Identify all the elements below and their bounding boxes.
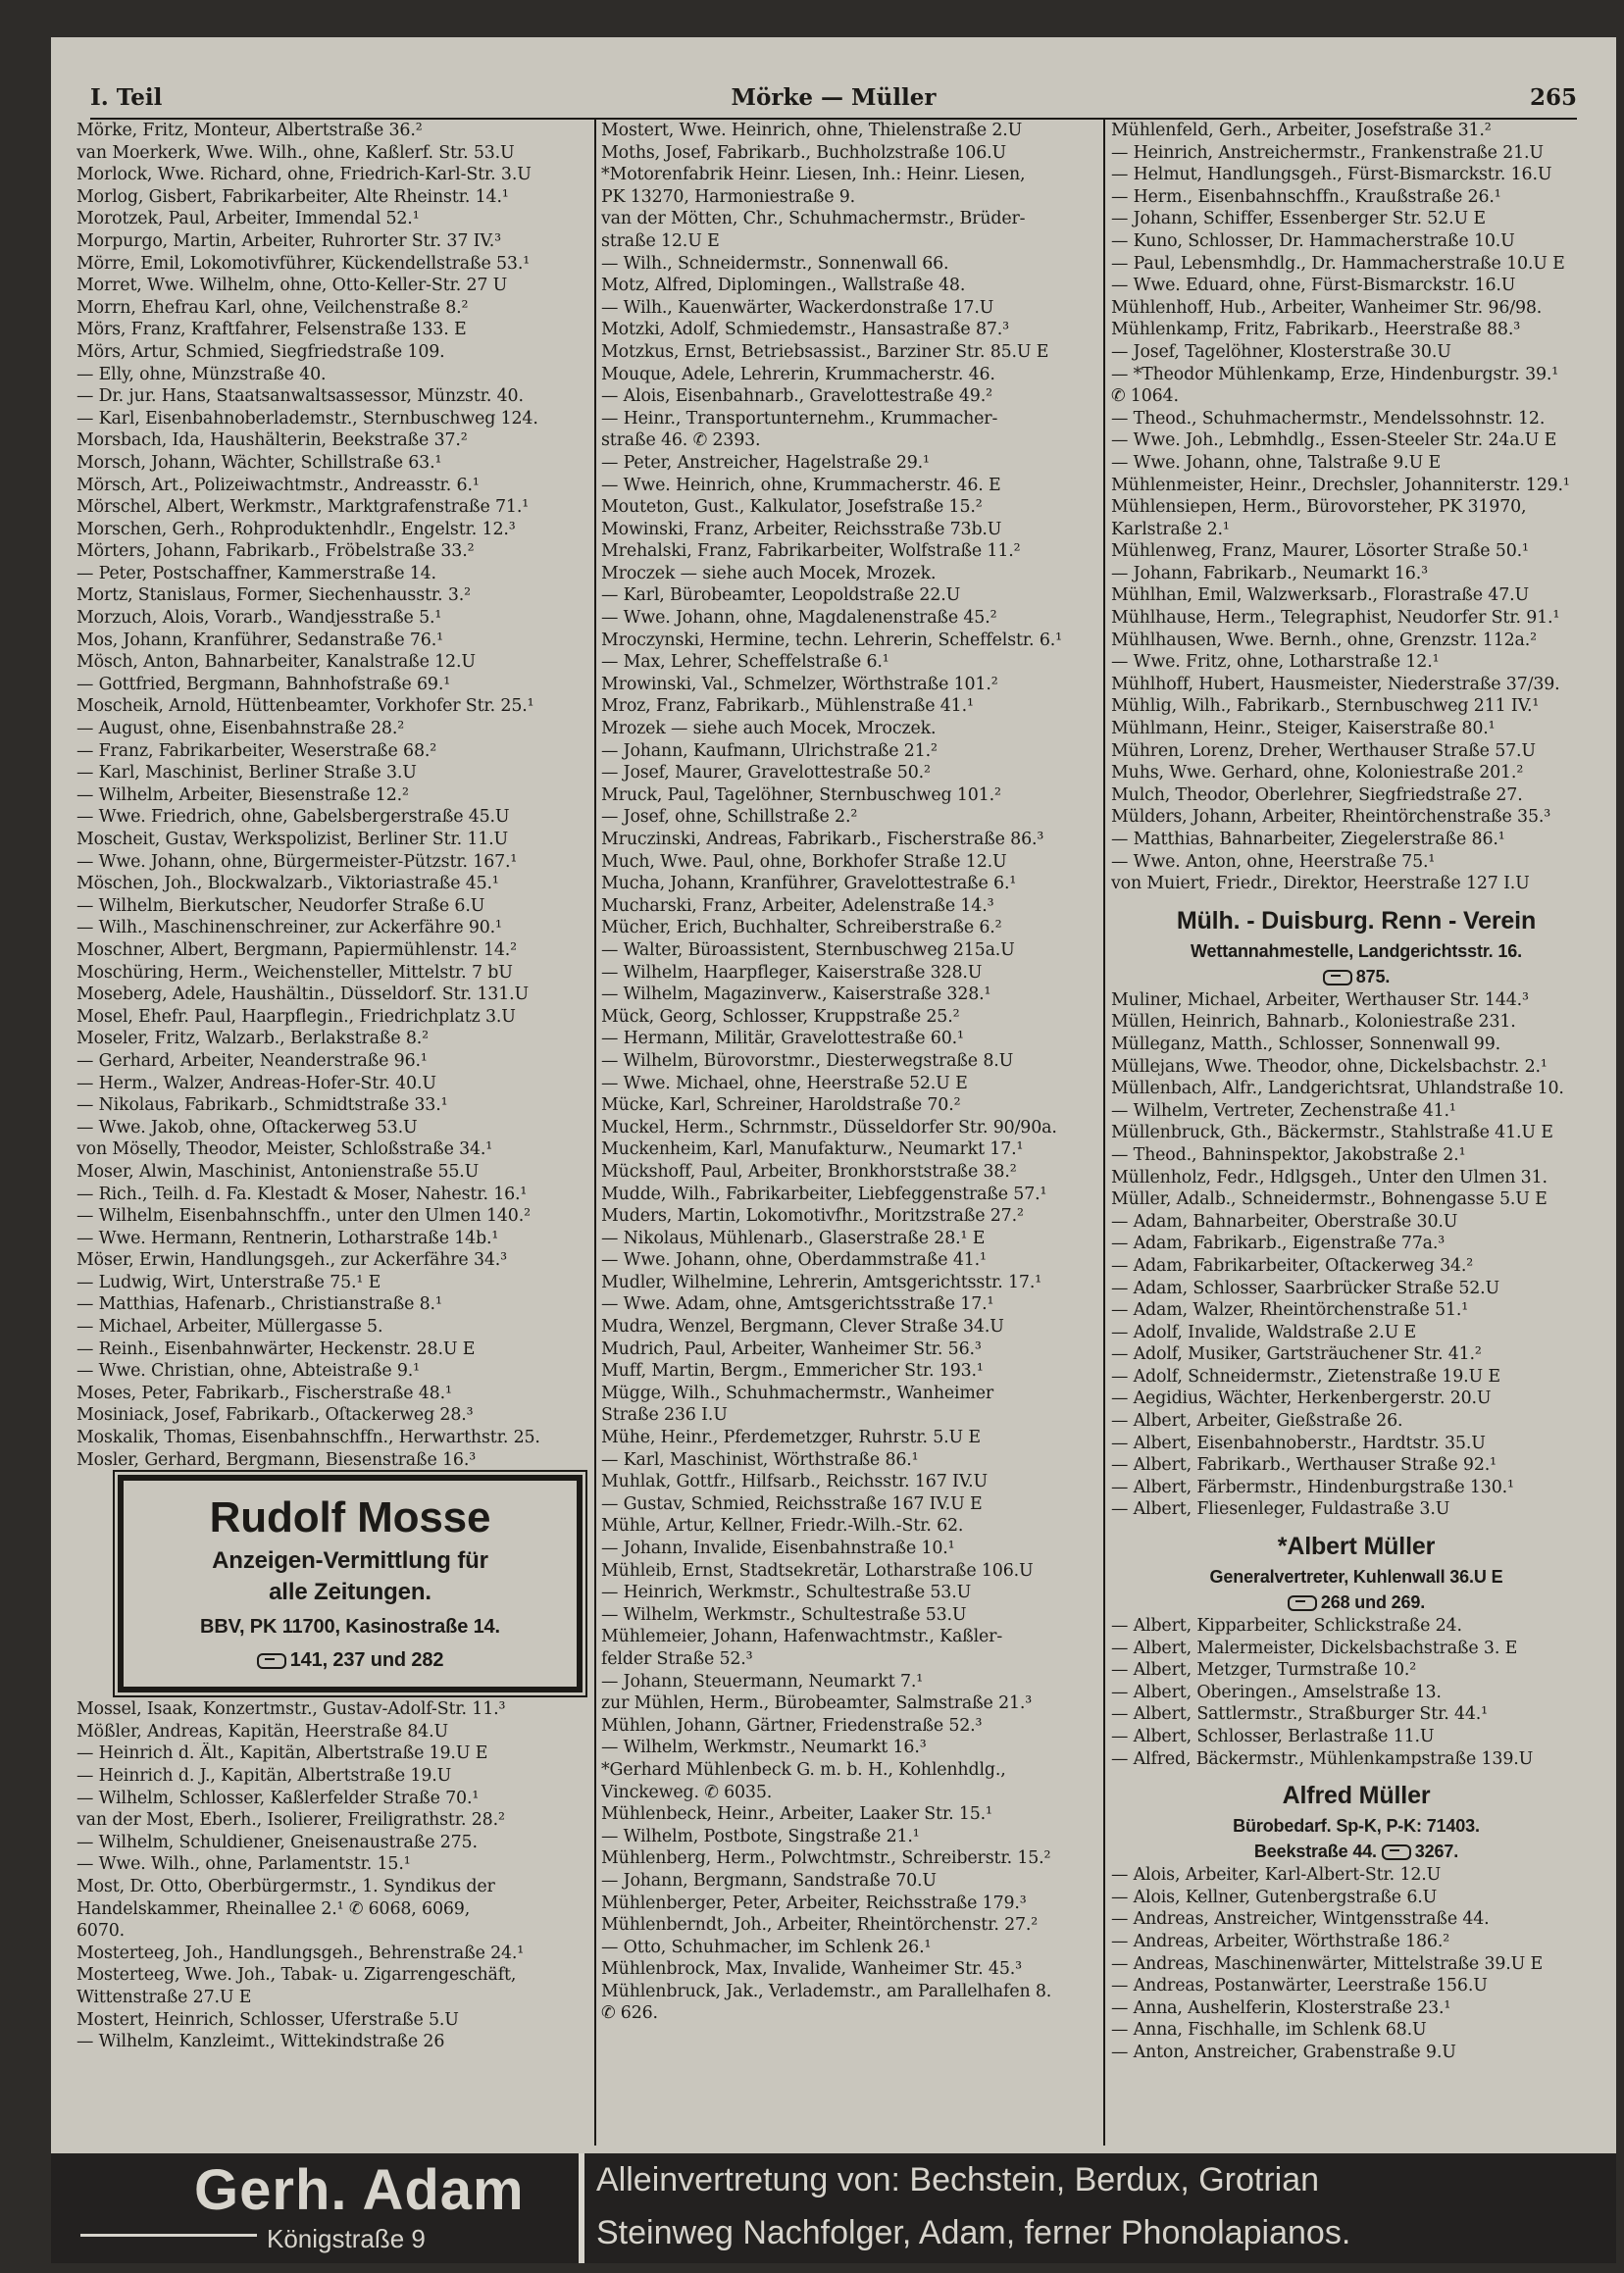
directory-entry: Mühlig, Wilh., Fabrikarb., Sternbuschweg 211 IV.¹ bbox=[1111, 696, 1540, 717]
directory-entry: — Karl, Maschinist, Berliner Straße 3.U bbox=[76, 763, 417, 783]
directory-entry: Mühren, Lorenz, Dreher, Werthauser Straße 57.U bbox=[1111, 740, 1536, 761]
directory-entry: — Heinr., Transportunternehm., Krummacher- bbox=[601, 408, 998, 429]
directory-entry: Mosiniack, Josef, Fabrikarb., Oſtackerweg 28.³ bbox=[76, 1405, 474, 1426]
directory-entry: — Adam, Bahnarbeiter, Oberstraße 30.U bbox=[1111, 1211, 1458, 1232]
column-middle bbox=[601, 120, 1097, 2146]
alfred-mueller-ad bbox=[1111, 1778, 1601, 1864]
directory-entry: Mücke, Karl, Schreiner, Haroldstraße 70.² bbox=[601, 1095, 961, 1116]
directory-entry: — Helmut, Handlungsgeh., Fürst-Bismarckstr. 16.U bbox=[1111, 165, 1552, 185]
directory-entry: — Josef, Maurer, Gravelottestraße 50.² bbox=[601, 763, 931, 783]
ad-address: BBV, PK 11700, Kasinostraße 14. bbox=[200, 1616, 500, 1639]
directory-entry: Mörs, Franz, Kraftfahrer, Felsenstraße 133. E bbox=[76, 320, 467, 340]
directory-entry: — Adam, Schlosser, Saarbrücker Straße 52.U bbox=[1111, 1278, 1500, 1298]
directory-entry: — Gottfried, Bergmann, Bahnhofstraße 69.¹ bbox=[76, 674, 451, 694]
directory-entry: — Wwe. Michael, ohne, Heerstraße 52.U E bbox=[601, 1073, 968, 1093]
directory-entry: Mühlhan, Emil, Walzwerksarb., Florastraße 47.U bbox=[1111, 585, 1529, 606]
directory-entry: Mulch, Theodor, Oberlehrer, Siegfriedstraße 27. bbox=[1111, 784, 1523, 805]
directory-entry: Handelskammer, Rheinallee 2.¹ ✆ 6068, 6069, bbox=[76, 1898, 471, 1919]
directory-entry: felder Straße 52.³ bbox=[601, 1648, 753, 1669]
directory-entry: — Wwe. Jakob, ohne, Oſtackerweg 53.U bbox=[76, 1117, 418, 1137]
ad-phone-line bbox=[1111, 1590, 1601, 1615]
ad-address: Beekstraße 44. bbox=[1253, 1842, 1377, 1862]
directory-entry: — Wwe. Anton, ohne, Heerstraße 75.¹ bbox=[1111, 851, 1436, 872]
directory-entry: — Wilhelm, Haarpfleger, Kaiserstraße 328.U bbox=[601, 962, 983, 983]
directory-entry: — Franz, Fabrikarbeiter, Weserstraße 68.² bbox=[76, 740, 437, 761]
directory-entry: — Alois, Arbeiter, Karl-Albert-Str. 12.U bbox=[1111, 1865, 1442, 1886]
directory-entry: Most, Dr. Otto, Oberbürgermstr., 1. Syndikus der bbox=[76, 1876, 495, 1896]
directory-entry: — Wilhelm, Postbote, Singstraße 21.¹ bbox=[601, 1826, 920, 1846]
directory-entry: — Albert, Färbermstr., Hindenburgstraße 130.¹ bbox=[1111, 1477, 1514, 1497]
banner-divider bbox=[579, 2153, 584, 2263]
directory-entry: Morpurgo, Martin, Arbeiter, Ruhrorter Str. 37 IV.³ bbox=[76, 230, 501, 251]
directory-entry: — August, ohne, Eisenbahnstraße 28.² bbox=[76, 719, 405, 739]
directory-entry: — Nikolaus, Fabrikarb., Schmidtstraße 33.¹ bbox=[76, 1095, 448, 1116]
directory-entry: 6070. bbox=[76, 1921, 126, 1942]
directory-entry: — Wilhelm, Schlosser, Kaßlerfelder Straße 70.¹ bbox=[76, 1788, 480, 1808]
ad-subtitle: Generalvertreter, Kuhlenwall 36.U E bbox=[1209, 1567, 1503, 1588]
directory-entry: — Herm., Walzer, Andreas-Hofer-Str. 40.U bbox=[76, 1073, 436, 1093]
directory-entry: — Otto, Schuhmacher, im Schlenk 26.¹ bbox=[601, 1937, 932, 1957]
directory-entry: — Peter, Anstreicher, Hagelstraße 29.¹ bbox=[601, 452, 930, 473]
directory-entry: Mosterteeg, Joh., Handlungsgeh., Behrenstraße 24.¹ bbox=[76, 1943, 525, 1963]
ad-title: Alfred Müller bbox=[1282, 1782, 1431, 1810]
directory-page bbox=[51, 37, 1616, 2263]
column-divider bbox=[1103, 120, 1105, 2146]
directory-entry: Vinckeweg. ✆ 6035. bbox=[601, 1782, 773, 1802]
directory-entry: Muliner, Michael, Arbeiter, Werthauser Str. 144.³ bbox=[1111, 989, 1529, 1010]
directory-entry: — Andreas, Postanwärter, Leerstraße 156.U bbox=[1111, 1976, 1488, 1996]
directory-entry: — Wwe. Adam, ohne, Amtsgerichtsstraße 17.¹ bbox=[601, 1294, 994, 1315]
ad-subtitle: Bürobedarf. Sp-K, P-K: 71403. bbox=[1233, 1816, 1480, 1837]
directory-entry: Mruck, Paul, Tagelöhner, Sternbuschweg 101.² bbox=[601, 784, 1001, 805]
directory-entry: Mudra, Wenzel, Bergmann, Clever Straße 34.U bbox=[601, 1317, 1004, 1338]
directory-entry: — Wilhelm, Bierkutscher, Neudorfer Straße 6.U bbox=[76, 895, 485, 916]
directory-entry: Mühlenbeck, Heinr., Arbeiter, Laaker Str. 15.¹ bbox=[601, 1804, 992, 1825]
directory-entry: — Albert, Fliesenleger, Fuldastraße 3.U bbox=[1111, 1499, 1450, 1520]
directory-entry: — Johann, Invalide, Eisenbahnstraße 10.¹ bbox=[601, 1539, 955, 1558]
directory-entry: — Anton, Anstreicher, Grabenstraße 9.U bbox=[1111, 2042, 1456, 2062]
directory-entry: — Anna, Aushelferin, Klosterstraße 23.¹ bbox=[1111, 1997, 1451, 2018]
directory-entry: Mroczek — siehe auch Mocek, Mrozek. bbox=[601, 563, 937, 583]
directory-entry: — Nikolaus, Mühlenarb., Glaserstraße 28.¹ E bbox=[601, 1228, 986, 1248]
directory-entry: — Peter, Postschaffner, Kammerstraße 14. bbox=[76, 563, 436, 583]
directory-entry: van der Mötten, Chr., Schuhmachermstr., Brüder- bbox=[601, 209, 1026, 229]
directory-entry: — Rich., Teilh. d. Fa. Klestadt & Moser, Nahestr. 16.¹ bbox=[76, 1184, 528, 1204]
directory-entry: Mühe, Heinr., Pferdemetzger, Ruhrstr. 5.U E bbox=[601, 1428, 981, 1448]
directory-entry: Mühlenweg, Franz, Maurer, Lösorter Straße 50.¹ bbox=[1111, 541, 1529, 562]
directory-entry: — Albert, Oberingen., Amselstraße 13. bbox=[1111, 1682, 1442, 1702]
directory-entry: Morret, Wwe. Wilhelm, ohne, Otto-Keller-Str. 27 U bbox=[76, 276, 508, 296]
directory-entry: Mouteton, Gust., Kalkulator, Josefstraße 15.² bbox=[601, 497, 983, 518]
directory-entry: Mörsch, Art., Polizeiwachtmstr., Andreasstr. 6.¹ bbox=[76, 475, 480, 495]
entry-list bbox=[76, 120, 590, 1471]
entry-list bbox=[601, 120, 1097, 2025]
entry-list bbox=[76, 1698, 590, 1943]
directory-entry: straße 12.U E bbox=[601, 230, 720, 251]
directory-entry: Mouque, Adele, Lehrerin, Krummacherstr. 46. bbox=[601, 364, 995, 384]
directory-entry: Mosterteeg, Wwe. Joh., Tabak- u. Zigarrengeschäft, bbox=[76, 1965, 517, 1986]
directory-entry: — Theod., Schuhmachermstr., Mendelssohnstr. 12. bbox=[1111, 408, 1546, 429]
directory-entry: Moses, Peter, Fabrikarb., Fischerstraße 48.¹ bbox=[76, 1383, 452, 1403]
entry-list bbox=[1111, 1864, 1601, 2063]
directory-entry: Mühlenmeister, Heinr., Drechsler, Johanniterstr. 129.¹ bbox=[1111, 475, 1570, 495]
directory-entry: Mrehalski, Franz, Fabrikarbeiter, Wolfstraße 11.² bbox=[601, 541, 1021, 562]
directory-entry: — Wilhelm, Kanzleimt., Wittekindstraße 26 bbox=[76, 2032, 445, 2052]
directory-entry: Moschner, Albert, Bergmann, Papiermühlenstr. 14.² bbox=[76, 939, 518, 960]
directory-entry: Mühleib, Ernst, Stadtsekretär, Lotharstraße 106.U bbox=[601, 1560, 1034, 1581]
directory-entry: Morlock, Wwe. Richard, ohne, Friedrich-Karl-Str. 3.U bbox=[76, 165, 532, 185]
directory-entry: Mösch, Anton, Bahnarbeiter, Kanalstraße 12.U bbox=[76, 652, 476, 673]
directory-entry: — Josef, Tagelöhner, Klosterstraße 30.U bbox=[1111, 341, 1451, 362]
directory-entry: Moser, Alwin, Maschinist, Antonienstraße 55.U bbox=[76, 1161, 480, 1182]
directory-entry: Morzuch, Alois, Vorarb., Wandjesstraße 5.¹ bbox=[76, 608, 442, 629]
directory-entry: — Johann, Schiffer, Essenberger Str. 52.U E bbox=[1111, 209, 1486, 229]
directory-entry: — Wwe. Fritz, ohne, Lotharstraße 12.¹ bbox=[1111, 652, 1440, 673]
banner-text-line: Alleinvertretung von: Bechstein, Berdux, Grotrian bbox=[596, 2161, 1320, 2198]
directory-entry: Morrn, Ehefrau Karl, ohne, Veilchenstraße 8.² bbox=[76, 297, 469, 318]
directory-entry: Mühlenbruck, Jak., Verlademstr., am Parallelhafen 8. bbox=[601, 1981, 1052, 2001]
directory-entry: Mörschel, Albert, Werkmstr., Marktgrafenstraße 71.¹ bbox=[76, 497, 530, 518]
directory-entry: — Max, Lehrer, Scheffelstraße 6.¹ bbox=[601, 652, 889, 673]
directory-entry: — Wilh., Kauenwärter, Wackerdonstraße 17.U bbox=[601, 297, 994, 318]
directory-entry: — Adam, Fabrikarb., Eigenstraße 77a.³ bbox=[1111, 1234, 1446, 1254]
directory-entry: — Albert, Malermeister, Dickelsbachstraße 3. E bbox=[1111, 1638, 1518, 1658]
directory-entry: — Wwe. Christian, ohne, Abteistraße 9.¹ bbox=[76, 1361, 421, 1382]
directory-entry: — Walter, Büroassistent, Sternbuschweg 215a.U bbox=[601, 939, 1015, 960]
directory-entry: — Albert, Metzger, Turmstraße 10.² bbox=[1111, 1660, 1417, 1681]
directory-entry: Morsbach, Ida, Haushälterin, Beekstraße 37.² bbox=[76, 430, 468, 451]
ad-title: *Albert Müller bbox=[1277, 1533, 1436, 1561]
banner-company-name: Gerh. Adam bbox=[194, 2158, 525, 2222]
directory-entry: van der Most, Eberh., Isolierer, Freiligrathstr. 28.² bbox=[76, 1810, 505, 1831]
albert-mueller-ad bbox=[1111, 1529, 1601, 1615]
directory-entry: — Wwe. Wilh., ohne, Parlamentstr. 15.¹ bbox=[76, 1854, 411, 1875]
telephone-icon bbox=[257, 1653, 286, 1669]
directory-entry: Straße 236 I.U bbox=[601, 1405, 728, 1426]
directory-entry: Motz, Alfred, Diplomingen., Wallstraße 48. bbox=[601, 276, 966, 296]
renn-verein-ad bbox=[1111, 903, 1601, 989]
directory-entry: Muckenheim, Karl, Manufakturw., Neumarkt 17.¹ bbox=[601, 1139, 1024, 1160]
entry-list bbox=[1111, 1615, 1601, 1770]
directory-entry: — Johann, Steuermann, Neumarkt 7.¹ bbox=[601, 1671, 924, 1692]
directory-entry: Mrowinski, Val., Schmelzer, Wörthstraße 101.² bbox=[601, 674, 998, 694]
directory-entry: Mostert, Wwe. Heinrich, ohne, Thielenstraße 2.U bbox=[601, 121, 1023, 140]
directory-entry: Mortz, Stanislaus, Former, Siechenhausstr. 3.² bbox=[76, 585, 471, 606]
banner-decoration bbox=[80, 2234, 257, 2237]
directory-entry: Mrozek — siehe auch Mocek, Mroczek. bbox=[601, 719, 937, 739]
directory-entry: Müllen, Heinrich, Bahnarb., Koloniestraße 231. bbox=[1111, 1012, 1516, 1033]
directory-entry: Mruczinski, Andreas, Fabrikarb., Fischerstraße 86.³ bbox=[601, 830, 1044, 849]
directory-entry: *Motorenfabrik Heinr. Liesen, Inh.: Heinr. Liesen, bbox=[601, 165, 1026, 185]
directory-entry: — Alois, Kellner, Gutenbergstraße 6.U bbox=[1111, 1887, 1438, 1907]
directory-entry: Mülders, Johann, Arbeiter, Rheintörchenstraße 35.³ bbox=[1111, 807, 1551, 828]
directory-entry: — Adolf, Invalide, Waldstraße 2.U E bbox=[1111, 1322, 1417, 1342]
column-divider bbox=[594, 120, 596, 2146]
directory-entry: Muckel, Herm., Schrnmstr., Düsseldorfer Str. 90/90a. bbox=[601, 1117, 1057, 1137]
directory-entry: Mos, Johann, Kranführer, Sedanstraße 76.¹ bbox=[76, 630, 443, 650]
directory-entry: Mossel, Isaak, Konzertmstr., Gustav-Adolf-Str. 11.³ bbox=[76, 1699, 506, 1720]
directory-entry: Moschüring, Herm., Weichensteller, Mittelstr. 7 bU bbox=[76, 962, 513, 983]
directory-entry: — Wilhelm, Bürovorstmr., Diesterwegstraße 8.U bbox=[601, 1050, 1014, 1071]
directory-entry: — Adam, Fabrikarbeiter, Oſtackerweg 34.² bbox=[1111, 1255, 1474, 1276]
directory-entry: Muff, Martin, Bergm., Emmericher Str. 193.¹ bbox=[601, 1361, 984, 1382]
directory-entry: Morschen, Gerh., Rohproduktenhdlr., Engelstr. 12.³ bbox=[76, 519, 516, 539]
directory-entry: — Wwe. Heinrich, ohne, Krummacherstr. 46. E bbox=[601, 475, 1001, 495]
directory-entry: — Wwe. Eduard, ohne, Fürst-Bismarckstr. 16.U bbox=[1111, 276, 1516, 296]
column-left bbox=[76, 120, 590, 2146]
directory-entry: — Wilh., Maschinenschreiner, zur Ackerfähre 90.¹ bbox=[76, 918, 502, 938]
directory-entry: — Wwe. Johann, ohne, Oberdammstraße 41.¹ bbox=[601, 1250, 987, 1271]
directory-entry: — Karl, Eisenbahnoberlademstr., Sternbuschweg 124. bbox=[76, 408, 538, 429]
directory-entry: — Reinh., Eisenbahnwärter, Heckenstr. 28.U E bbox=[76, 1339, 476, 1359]
directory-entry: — Wilh., Schneidermstr., Sonnenwall 66. bbox=[601, 253, 949, 274]
directory-entry: Mühlenberndt, Joh., Arbeiter, Rheintörchenstr. 27.² bbox=[601, 1915, 1039, 1936]
directory-entry: Moskalik, Thomas, Eisenbahnschffn., Herwarthstr. 25. bbox=[76, 1428, 540, 1448]
ad-phones: 141, 237 und 282 bbox=[289, 1649, 444, 1672]
page-number: 265 bbox=[1529, 84, 1577, 111]
directory-entry: straße 46. ✆ 2393. bbox=[601, 430, 761, 451]
directory-entry: — Wilhelm, Werkmstr., Schultestraße 53.U bbox=[601, 1604, 967, 1625]
ad-phone-line bbox=[124, 1645, 577, 1675]
directory-entry: — Alois, Eisenbahnarb., Gravelottestraße 49.² bbox=[601, 386, 992, 407]
directory-entry: Müllenbach, Alfr., Landgerichtsrat, Uhlandstraße 10. bbox=[1111, 1079, 1564, 1099]
directory-entry: — Matthias, Bahnarbeiter, Ziegelerstraße 86.¹ bbox=[1111, 830, 1505, 849]
ad-phone: 875. bbox=[1355, 966, 1391, 986]
directory-entry: — Karl, Bürobeamter, Leopoldstraße 22.U bbox=[601, 585, 961, 606]
directory-entry: — Andreas, Maschinenwärter, Mittelstraße 39.U E bbox=[1111, 1953, 1544, 1974]
directory-entry: Mößler, Andreas, Kapitän, Heerstraße 84.U bbox=[76, 1721, 448, 1742]
page-range-title: Mörke — Müller bbox=[731, 84, 937, 111]
directory-entry: Wittenstraße 27.U E bbox=[76, 1987, 252, 2007]
directory-entry: — Albert, Sattlermstr., Straßburger Str. 44.¹ bbox=[1111, 1704, 1488, 1725]
directory-entry: Mörke, Fritz, Monteur, Albertstraße 36.² bbox=[76, 121, 423, 140]
directory-entry: — Wilhelm, Eisenbahnschffn., unter den Ulmen 140.² bbox=[76, 1206, 531, 1227]
directory-entry: — Heinrich, Anstreichermstr., Frankenstraße 21.U bbox=[1111, 142, 1544, 163]
directory-entry: — Andreas, Arbeiter, Wörthstraße 186.² bbox=[1111, 1931, 1450, 1951]
directory-entry: ✆ 1064. bbox=[1111, 386, 1179, 407]
telephone-icon bbox=[1382, 1844, 1411, 1860]
directory-entry: Muhs, Wwe. Gerhard, ohne, Koloniestraße 201.² bbox=[1111, 763, 1524, 783]
directory-entry: Mosler, Gerhard, Bergmann, Biesenstraße 16.³ bbox=[76, 1449, 477, 1470]
directory-entry: — Wilhelm, Arbeiter, Biesenstraße 12.² bbox=[76, 784, 409, 805]
directory-entry: Mühlhausen, Wwe. Bernh., ohne, Grenzstr. 112a.² bbox=[1111, 630, 1537, 650]
directory-entry: — Albert, Schlosser, Berlastraße 11.U bbox=[1111, 1727, 1435, 1746]
directory-entry: Mück, Georg, Schlosser, Kruppstraße 25.² bbox=[601, 1006, 960, 1027]
directory-entry: — Kuno, Schlosser, Dr. Hammacherstraße 10.U bbox=[1111, 230, 1515, 251]
directory-entry: — Wwe. Joh., Lebmhdlg., Essen-Steeler Str. 24a.U E bbox=[1111, 430, 1557, 451]
directory-entry: — Wwe. Friedrich, ohne, Gabelsbergerstraße 45.U bbox=[76, 807, 510, 828]
ad-subtitle: Anzeigen-Vermittlung für bbox=[212, 1547, 488, 1575]
directory-entry: Mücher, Erich, Buchhalter, Schreiberstraße 6.² bbox=[601, 918, 1002, 938]
directory-entry: van Moerkerk, Wwe. Wilh., ohne, Kaßlerf. Str. 53.U bbox=[76, 142, 515, 163]
directory-entry: — Gustav, Schmied, Reichsstraße 167 IV.U E bbox=[601, 1493, 983, 1514]
directory-entry: — Johann, Fabrikarb., Neumarkt 16.³ bbox=[1111, 563, 1428, 583]
directory-entry: Müllenbruck, Gth., Bäckermstr., Stahlstraße 41.U E bbox=[1111, 1123, 1553, 1143]
directory-entry: PK 13270, Harmoniestraße 9. bbox=[601, 186, 856, 207]
directory-entry: Mühle, Artur, Kellner, Friedr.-Wilh.-Str. 62. bbox=[601, 1516, 964, 1537]
directory-entry: Mühlhoff, Hubert, Hausmeister, Niederstraße 37/39. bbox=[1111, 674, 1560, 694]
directory-entry: Motzki, Adolf, Schmiedemstr., Hansastraße 87.³ bbox=[601, 320, 1009, 340]
directory-entry: Mühlmann, Heinr., Steiger, Kaiserstraße 80.¹ bbox=[1111, 719, 1496, 739]
directory-entry: — Heinrich, Werkmstr., Schultestraße 53.U bbox=[601, 1583, 972, 1603]
directory-entry: Müller, Adalb., Schneidermstr., Bohnengasse 5.U E bbox=[1111, 1189, 1548, 1210]
ad-address-line bbox=[1111, 1839, 1601, 1864]
directory-entry: Möschen, Joh., Blockwalzarb., Viktoriastraße 45.¹ bbox=[76, 874, 499, 894]
telephone-icon bbox=[1288, 1595, 1317, 1611]
directory-entry: — Herm., Eisenbahnschffn., Kraußstraße 26.¹ bbox=[1111, 186, 1501, 207]
directory-entry: — Josef, ohne, Schillstraße 2.² bbox=[601, 807, 858, 828]
directory-entry: — Wilhelm, Schuldiener, Gneisenaustraße 275. bbox=[76, 1832, 478, 1852]
directory-entry: — Theod., Bahninspektor, Jakobstraße 2.¹ bbox=[1111, 1144, 1466, 1165]
directory-entry: Mosel, Ehefr. Paul, Haarpflegin., Friedrichplatz 3.U bbox=[76, 1006, 516, 1027]
directory-entry: Mügge, Wilh., Schuhmachermstr., Wanheimer bbox=[601, 1383, 994, 1403]
directory-entry: — Johann, Bergmann, Sandstraße 70.U bbox=[601, 1870, 937, 1891]
directory-entry: — Ludwig, Wirt, Unterstraße 75.¹ E bbox=[76, 1272, 381, 1292]
directory-entry: Mühlensiepen, Herm., Bürovorsteher, PK 31970, bbox=[1111, 497, 1527, 518]
directory-entry: — Adolf, Musiker, Gartsträuchener Str. 41.² bbox=[1111, 1344, 1482, 1365]
ad-title: Rudolf Mosse bbox=[209, 1493, 491, 1542]
directory-entry: Mühlenhoff, Hub., Arbeiter, Wanheimer Str. 96/98. bbox=[1111, 297, 1543, 318]
banner-address: Königstraße 9 bbox=[267, 2224, 426, 2253]
directory-entry: Muders, Martin, Lokomotivfhr., Moritzstraße 27.² bbox=[601, 1206, 1024, 1227]
directory-entry: Mörre, Emil, Lokomotivführer, Kückendellstraße 53.¹ bbox=[76, 253, 531, 274]
ad-phone: 3267. bbox=[1414, 1842, 1459, 1862]
directory-entry: — Heinrich d. J., Kapitän, Albertstraße 19.U bbox=[76, 1766, 452, 1786]
directory-entry: Müllenholz, Fedr., Hdlgsgeh., Unter den Ulmen 31. bbox=[1111, 1167, 1548, 1187]
ad-title: Mülh. - Duisburg. Renn - Verein bbox=[1176, 906, 1537, 934]
telephone-icon bbox=[1323, 970, 1352, 985]
directory-entry: — Albert, Arbeiter, Gießstraße 26. bbox=[1111, 1411, 1403, 1432]
directory-entry: — Aegidius, Wächter, Herkenbergerstr. 20.U bbox=[1111, 1389, 1492, 1409]
directory-entry: — Elly, ohne, Münzstraße 40. bbox=[76, 364, 327, 384]
directory-entry: Mühlenkamp, Fritz, Fabrikarb., Heerstraße 88.³ bbox=[1111, 320, 1521, 340]
directory-entry: Karlstraße 2.¹ bbox=[1111, 519, 1230, 539]
directory-entry: Motzkus, Ernst, Betriebsassist., Barziner Str. 85.U E bbox=[601, 341, 1049, 362]
directory-entry: — Adolf, Schneidermstr., Zietenstraße 19.U E bbox=[1111, 1366, 1500, 1387]
directory-entry: Moseberg, Adele, Haushältin., Düsseldorf. Str. 131.U bbox=[76, 985, 530, 1005]
directory-entry: — Hermann, Militär, Gravelottestraße 60.¹ bbox=[601, 1029, 964, 1049]
directory-entry: Mühlenbrock, Max, Invalide, Wanheimer Str. 45.³ bbox=[601, 1959, 1022, 1980]
directory-entry: Morotzek, Paul, Arbeiter, Immendal 52.¹ bbox=[76, 209, 420, 229]
directory-entry: — Andreas, Anstreicher, Wintgensstraße 44. bbox=[1111, 1909, 1490, 1930]
directory-entry: Morlog, Gisbert, Fabrikarbeiter, Alte Rheinstr. 14.¹ bbox=[76, 186, 509, 207]
directory-entry: Muhlak, Gottfr., Hilfsarb., Reichsstr. 167 IV.U bbox=[601, 1472, 988, 1492]
section-label: I. Teil bbox=[90, 84, 163, 111]
directory-entry: von Muiert, Friedr., Direktor, Heerstraße 127 I.U bbox=[1111, 874, 1530, 894]
ad-phone-line bbox=[1111, 964, 1601, 989]
directory-entry: Mörters, Johann, Fabrikarb., Fröbelstraße 33.² bbox=[76, 541, 475, 562]
directory-entry: — Wwe. Johann, ohne, Magdalenenstraße 45.² bbox=[601, 608, 997, 629]
directory-entry: Mühlen, Johann, Gärtner, Friedenstraße 52.³ bbox=[601, 1715, 983, 1736]
directory-entry: — Karl, Maschinist, Wörthstraße 86.¹ bbox=[601, 1449, 919, 1470]
directory-entry: Morsch, Johann, Wächter, Schillstraße 63.¹ bbox=[76, 452, 442, 473]
directory-entry: — Matthias, Hafenarb., Christianstraße 8.¹ bbox=[76, 1294, 442, 1315]
directory-entry: — Paul, Lebensmhdlg., Dr. Hammacherstraße 10.U E bbox=[1111, 253, 1565, 274]
directory-entry: Mudrich, Paul, Arbeiter, Wanheimer Str. 56.³ bbox=[601, 1339, 982, 1359]
ad-subtitle: alle Zeitungen. bbox=[269, 1579, 431, 1606]
rudolf-mosse-ad bbox=[118, 1475, 583, 1692]
directory-entry: — Wilhelm, Magazinverw., Kaiserstraße 328.¹ bbox=[601, 985, 991, 1005]
directory-entry: — *Theodor Mühlenkamp, Erze, Hindenburgstr. 39.¹ bbox=[1111, 364, 1559, 384]
directory-entry: — Wilhelm, Vertreter, Zechenstraße 41.¹ bbox=[1111, 1100, 1456, 1121]
directory-entry: Mucha, Johann, Kranführer, Gravelottestraße 6.¹ bbox=[601, 874, 1017, 894]
directory-entry: Moscheik, Arnold, Hüttenbeamter, Vorkhofer Str. 25.¹ bbox=[76, 696, 534, 717]
directory-entry: Mudler, Wilhelmine, Lehrerin, Amtsgerichtsstr. 17.¹ bbox=[601, 1272, 1042, 1292]
directory-entry: Much, Wwe. Paul, ohne, Borkhofer Straße 12.U bbox=[601, 851, 1007, 872]
directory-entry: — Anna, Fischhalle, im Schlenk 68.U bbox=[1111, 2020, 1427, 2041]
directory-entry: Mostert, Heinrich, Schlosser, Uferstraße 5.U bbox=[76, 2009, 459, 2030]
directory-entry: Moscheit, Gustav, Werkspolizist, Berliner Str. 11.U bbox=[76, 830, 509, 849]
directory-entry: — Wwe. Hermann, Rentnerin, Lotharstraße 14b.¹ bbox=[76, 1228, 499, 1248]
directory-entry: *Gerhard Mühlenbeck G. m. b. H., Kohlenhdlg., bbox=[601, 1759, 1006, 1780]
directory-entry: Mucharski, Franz, Arbeiter, Adelenstraße 14.³ bbox=[601, 895, 994, 916]
banner-text-line: Steinweg Nachfolger, Adam, ferner Phonolapianos. bbox=[596, 2214, 1351, 2251]
directory-entry: — Gerhard, Arbeiter, Neanderstraße 96.¹ bbox=[76, 1050, 428, 1071]
entry-list bbox=[76, 1943, 590, 2053]
directory-entry: — Michael, Arbeiter, Müllergasse 5. bbox=[76, 1317, 383, 1338]
directory-entry: — Dr. jur. Hans, Staatsanwaltsassessor, Münzstr. 40. bbox=[76, 386, 524, 407]
directory-entry: — Alfred, Bäckermstr., Mühlenkampstraße 139.U bbox=[1111, 1748, 1534, 1769]
directory-entry: zur Mühlen, Herm., Bürobeamter, Salmstraße 21.³ bbox=[601, 1693, 1033, 1714]
directory-entry: Moths, Josef, Fabrikarb., Buchholzstraße 106.U bbox=[601, 142, 1006, 163]
directory-entry: ✆ 626. bbox=[601, 2003, 658, 2024]
directory-entry: — Adam, Walzer, Rheintörchenstraße 51.¹ bbox=[1111, 1300, 1469, 1321]
directory-entry: Möser, Erwin, Handlungsgeh., zur Ackerfähre 34.³ bbox=[76, 1250, 507, 1271]
directory-entry: Moseler, Fritz, Walzarb., Berlakstraße 8.² bbox=[76, 1029, 429, 1049]
gerh-adam-banner bbox=[51, 2153, 1616, 2263]
ad-phones: 268 und 269. bbox=[1320, 1592, 1426, 1613]
directory-entry: — Wwe. Johann, ohne, Talstraße 9.U E bbox=[1111, 452, 1441, 473]
directory-entry: Mroz, Franz, Fabrikarb., Mühlenstraße 41.¹ bbox=[601, 696, 974, 717]
directory-entry: — Albert, Kipparbeiter, Schlickstraße 24. bbox=[1111, 1616, 1462, 1637]
directory-entry: — Heinrich d. Ält., Kapitän, Albertstraße 19.U E bbox=[76, 1743, 488, 1764]
directory-entry: — Johann, Kaufmann, Ulrichstraße 21.² bbox=[601, 740, 938, 761]
column-right bbox=[1111, 120, 1601, 2146]
directory-entry: Mühlenfeld, Gerh., Arbeiter, Josefstraße 31.² bbox=[1111, 121, 1492, 140]
directory-entry: Mroczynski, Hermine, techn. Lehrerin, Scheffelstr. 6.¹ bbox=[601, 630, 1062, 650]
entry-list bbox=[1111, 120, 1601, 895]
directory-entry: — Albert, Eisenbahnoberstr., Hardtstr. 35.U bbox=[1111, 1433, 1486, 1453]
directory-entry: Mudde, Wilh., Fabrikarbeiter, Liebfeggenstraße 57.¹ bbox=[601, 1184, 1047, 1204]
directory-entry: — Albert, Fabrikarb., Werthauser Straße 92.¹ bbox=[1111, 1455, 1497, 1476]
directory-entry: Mühlhause, Herm., Telegraphist, Neudorfer Str. 91.¹ bbox=[1111, 608, 1560, 629]
directory-entry: Mühlenberg, Herm., Polwchtmstr., Schreiberstr. 15.² bbox=[601, 1848, 1051, 1869]
page-header bbox=[90, 84, 1577, 120]
directory-entry: Mühlemeier, Johann, Hafenwachtmstr., Kaßler- bbox=[601, 1627, 1003, 1647]
directory-entry: Mühlenberger, Peter, Arbeiter, Reichsstraße 179.³ bbox=[601, 1893, 1027, 1913]
ad-subtitle: Wettannahmestelle, Landgerichtsstr. 16. bbox=[1191, 940, 1522, 961]
directory-entry: — Wwe. Johann, ohne, Bürgermeister-Pützstr. 167.¹ bbox=[76, 851, 518, 872]
directory-entry: von Möselly, Theodor, Meister, Schloßstraße 34.¹ bbox=[76, 1139, 493, 1160]
directory-entry: Mörs, Artur, Schmied, Siegfriedstraße 109. bbox=[76, 341, 445, 362]
directory-entry: Mowinski, Franz, Arbeiter, Reichsstraße 73b.U bbox=[601, 519, 1002, 539]
directory-entry: Müllejans, Wwe. Theodor, ohne, Dickelsbachstr. 2.¹ bbox=[1111, 1056, 1548, 1077]
directory-entry: Mülleganz, Matth., Schlosser, Sonnenwall 99. bbox=[1111, 1034, 1501, 1054]
directory-entry: Mückshoff, Paul, Arbeiter, Bronkhorststraße 38.² bbox=[601, 1161, 1017, 1182]
entry-list bbox=[1111, 989, 1601, 1521]
directory-entry: — Wilhelm, Werkmstr., Neumarkt 16.³ bbox=[601, 1738, 927, 1758]
